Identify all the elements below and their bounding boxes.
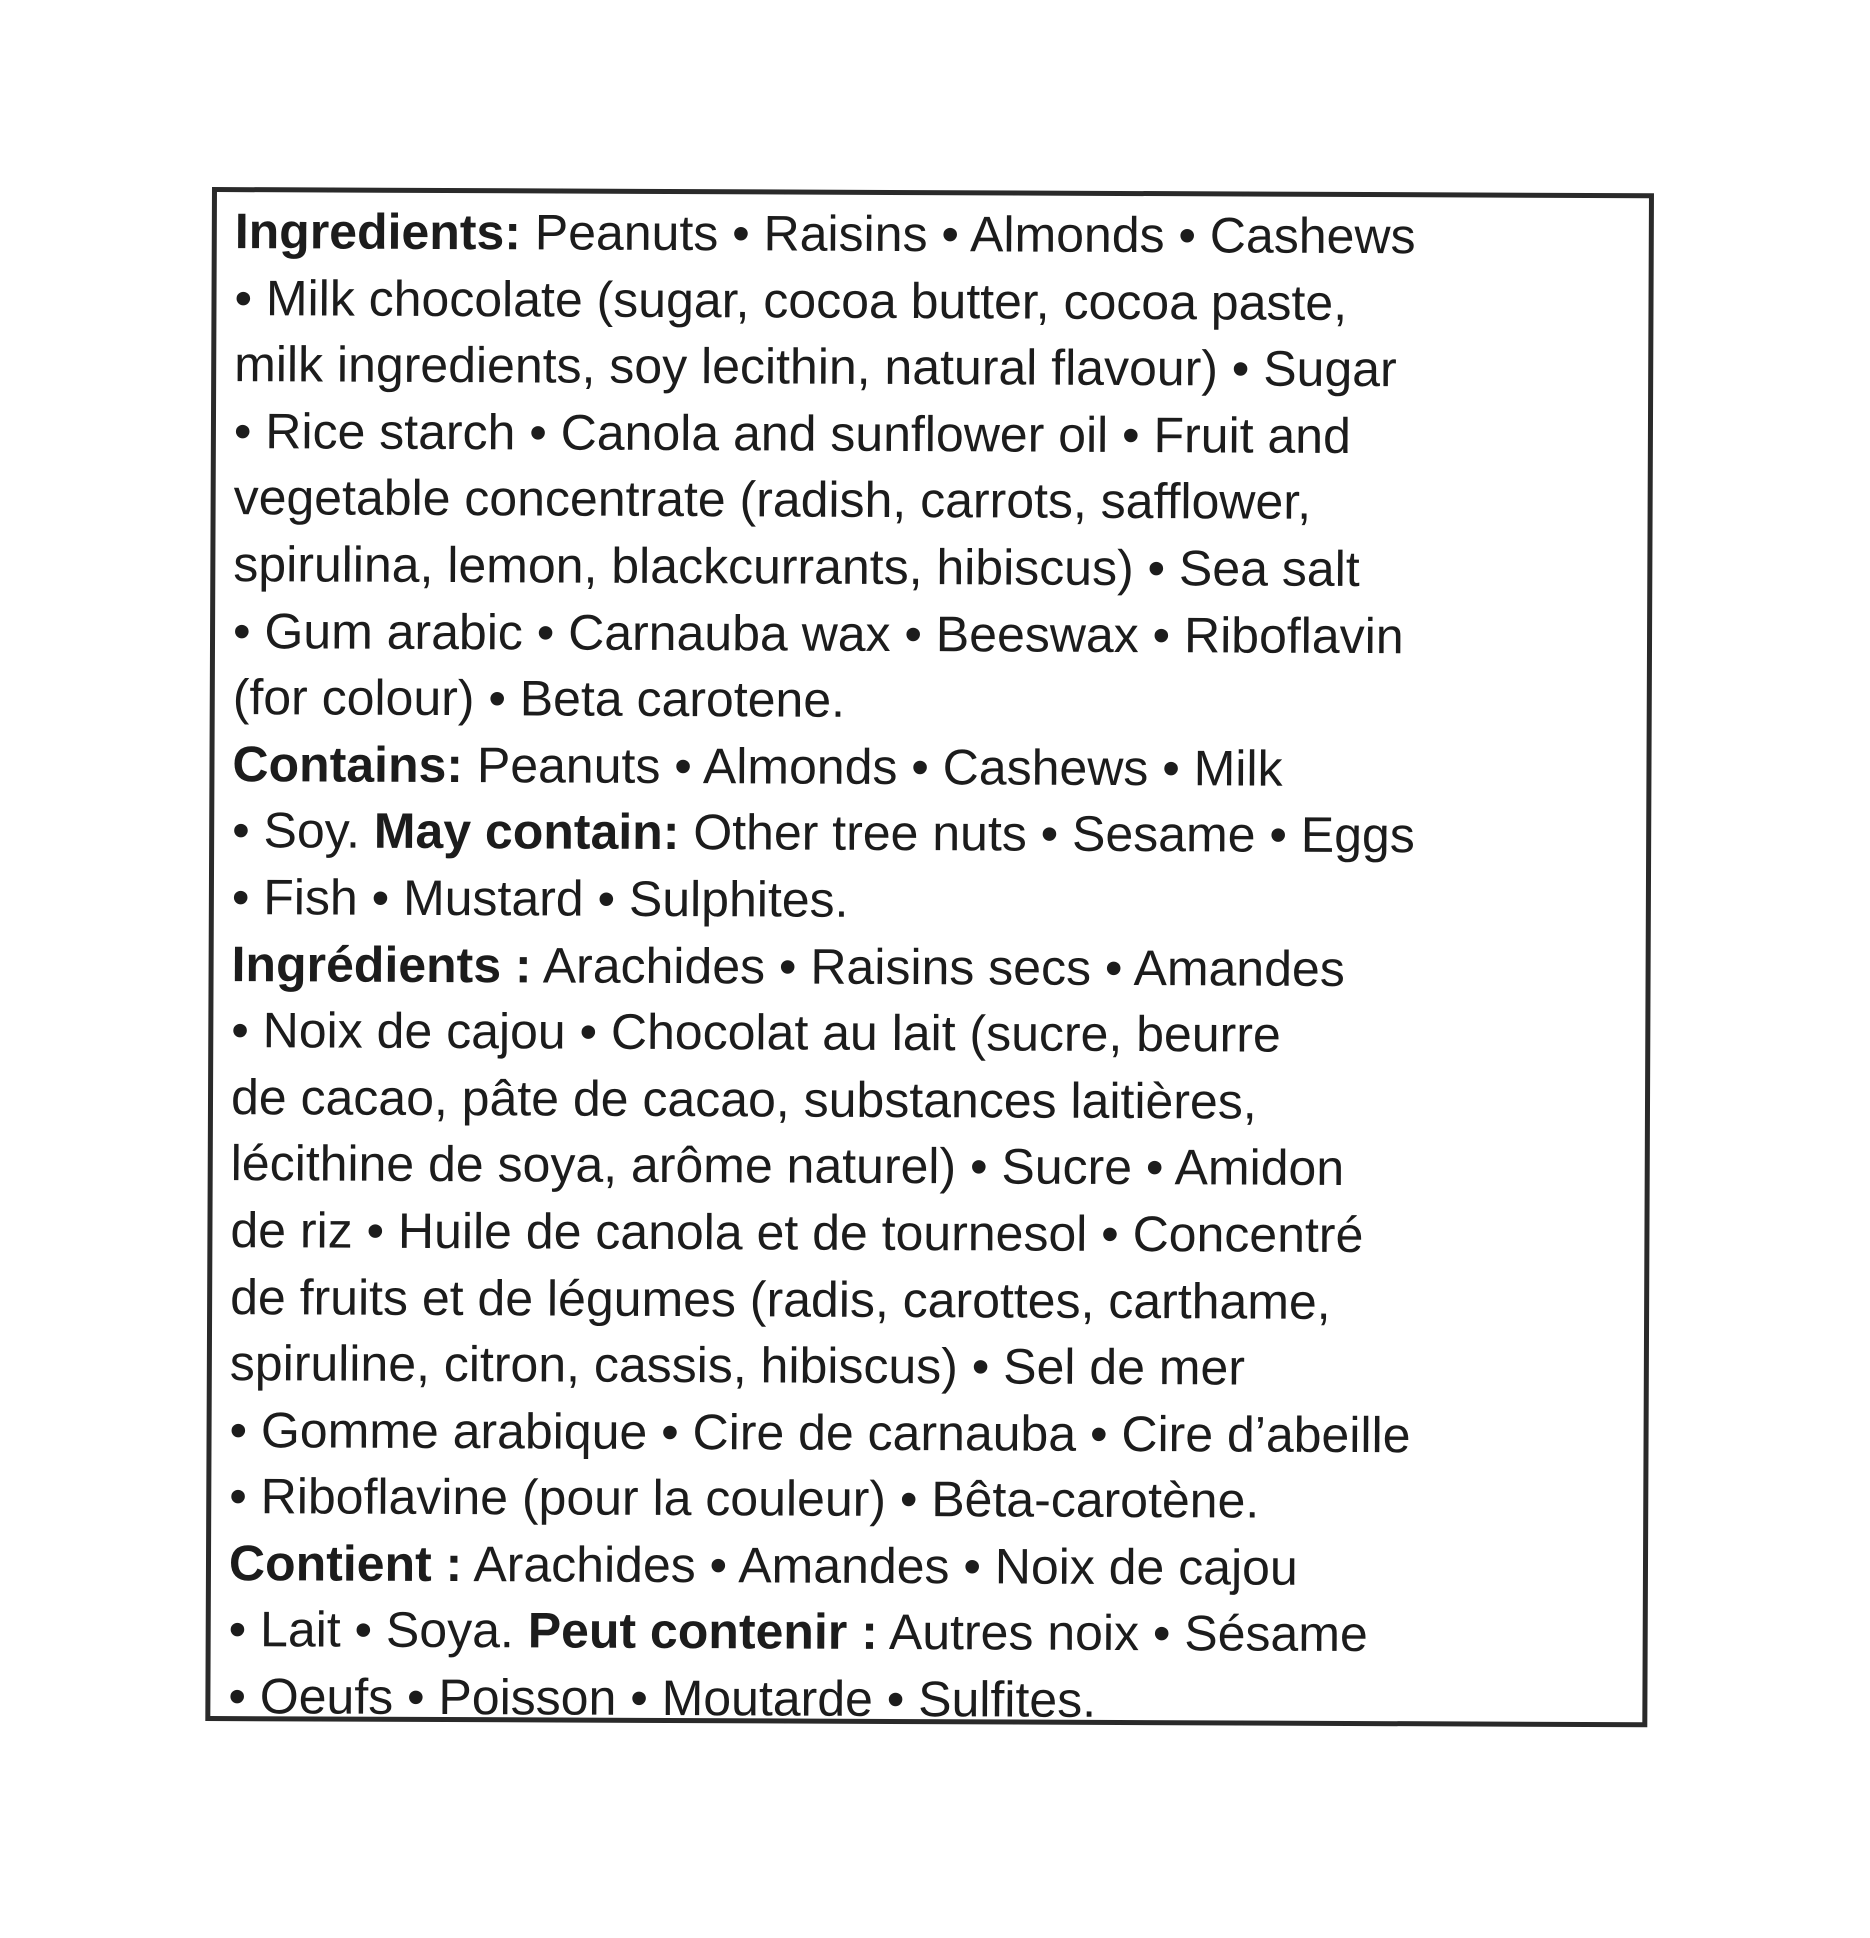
ingredients-text: Arachides • Raisins secs • Amandes <box>531 936 1345 997</box>
ingredients-text: de riz • Huile de canola et de tournesol • Concentré <box>230 1201 1364 1263</box>
section-heading: Ingrédients : <box>231 935 532 993</box>
ingredients-line <box>232 731 1652 804</box>
section-heading: Contains: <box>232 735 464 793</box>
section-heading: Contient : <box>228 1534 463 1592</box>
ingredients-text: • Gomme arabique • Cire de carnauba • Cire d’abeille <box>229 1401 1411 1463</box>
ingredients-line <box>230 1197 1650 1270</box>
ingredients-text: Arachides • Amandes • Noix de cajou <box>462 1535 1298 1596</box>
ingredients-line <box>231 997 1651 1070</box>
ingredients-line <box>229 1530 1649 1603</box>
ingredients-text: • Noix de cajou • Chocolat au lait (sucre, beurre <box>231 1002 1281 1063</box>
ingredients-text: vegetable concentrate (radish, carrots, safflower, <box>233 469 1312 531</box>
ingredients-line <box>230 1264 1650 1337</box>
ingredients-line <box>231 931 1651 1004</box>
ingredients-text: Other tree nuts • Sesame • Eggs <box>679 804 1415 864</box>
ingredients-line <box>231 1130 1651 1203</box>
ingredients-line <box>234 265 1654 338</box>
ingredients-line <box>228 1663 1648 1736</box>
ingredients-text: milk ingredients, soy lecithin, natural flavour) • Sugar <box>234 336 1397 398</box>
ingredients-line <box>231 1064 1651 1137</box>
ingredients-text: • Milk chocolate (sugar, cocoa butter, cocoa paste, <box>234 269 1348 331</box>
ingredients-text: • Rice starch • Canola and sunflower oil • Fruit and <box>233 402 1351 464</box>
ingredients-line <box>233 531 1653 604</box>
section-heading: Ingredients: <box>234 203 522 261</box>
ingredients-text: de fruits et de légumes (radis, carottes, carthame, <box>230 1268 1331 1330</box>
ingredients-text: • Riboflavine (pour la couleur) • Bêta-carotène. <box>229 1468 1260 1529</box>
ingredients-line <box>234 398 1654 471</box>
ingredients-text: (for colour) • Beta carotene. <box>232 669 846 728</box>
ingredients-text: • Soy. <box>232 802 374 860</box>
ingredients-line <box>232 797 1652 870</box>
ingredients-line <box>229 1463 1649 1536</box>
section-heading: May contain: <box>373 803 680 861</box>
ingredients-line <box>232 864 1652 937</box>
ingredients-text: • Gum arabic • Carnauba wax • Beeswax • Riboflavin <box>232 602 1404 664</box>
ingredients-line <box>233 664 1653 737</box>
ingredients-text: Peanuts • Raisins • Almonds • Cashews <box>520 204 1416 265</box>
ingredients-line <box>230 1330 1650 1403</box>
ingredients-line <box>234 331 1654 404</box>
ingredients-text: de cacao, pâte de cacao, substances laitières, <box>230 1068 1257 1130</box>
ingredients-line <box>233 598 1653 671</box>
ingredients-line <box>233 464 1653 537</box>
ingredients-text: Autres noix • Sésame <box>877 1604 1368 1663</box>
ingredients-text: • Oeufs • Poisson • Moutarde • Sulfites. <box>228 1668 1097 1728</box>
ingredients-line <box>229 1397 1649 1470</box>
ingredients-text: spirulina, lemon, blackcurrants, hibiscus) • Sea salt <box>233 536 1360 597</box>
ingredients-line <box>235 198 1655 271</box>
ingredients-text-block <box>228 198 1655 1736</box>
ingredients-text: • Lait • Soya. <box>228 1601 528 1659</box>
ingredients-text: • Fish • Mustard • Sulphites. <box>231 869 849 928</box>
ingredients-label-panel <box>205 187 1654 1727</box>
ingredients-text: Peanuts • Almonds • Cashews • Milk <box>462 736 1283 797</box>
section-heading: Peut contenir : <box>527 1602 878 1661</box>
ingredients-line <box>229 1597 1649 1670</box>
ingredients-text: spiruline, citron, cassis, hibiscus) • Sel de mer <box>229 1335 1246 1396</box>
ingredients-text: lécithine de soya, arôme naturel) • Sucre • Amidon <box>230 1135 1345 1197</box>
